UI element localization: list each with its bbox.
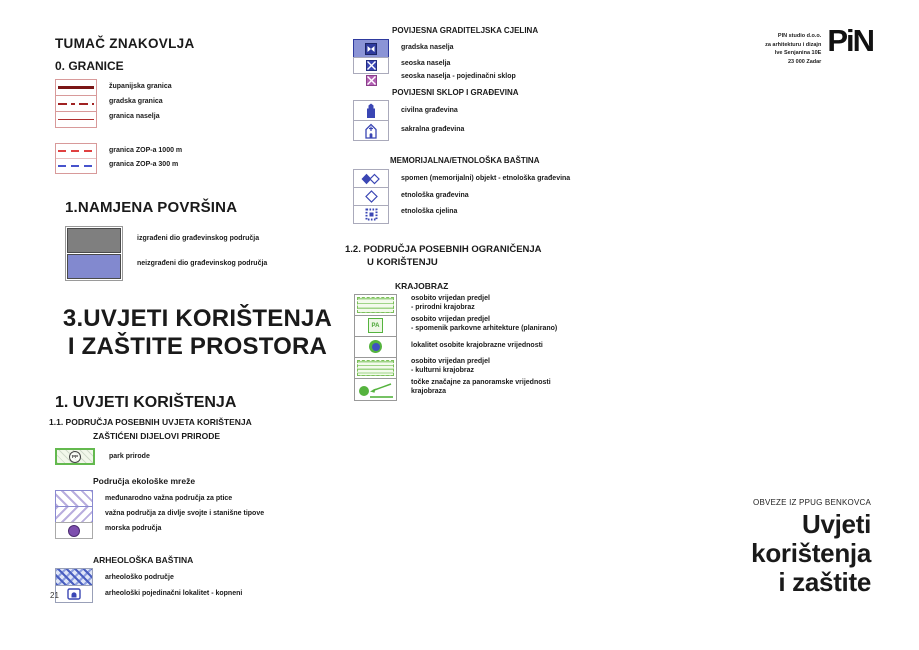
granice-legend — [55, 79, 355, 128]
label-line: krajobraza — [411, 388, 447, 396]
blue-dot — [372, 343, 380, 351]
ekoloska-mreza-legend — [55, 491, 355, 539]
namjena-labels — [137, 226, 267, 281]
thick-red-line-swatch — [58, 86, 94, 89]
section-title-line2: I ZAŠTITE PROSTORA — [67, 332, 328, 360]
granice-heading: 0. GRANICE — [55, 59, 124, 73]
namjena-symbol-box — [65, 226, 123, 281]
symbol-zop-300 — [56, 159, 96, 173]
sklop-legend — [353, 101, 665, 141]
arheo-symbol-box — [55, 569, 93, 603]
legend-label: županijska granica — [109, 83, 172, 90]
legend-label: etnološka građevina — [401, 191, 469, 199]
legend-label-2line — [411, 378, 557, 399]
page-number: 21 — [50, 591, 59, 600]
uvjeti-subheading: 1.1. PODRUČJA POSEBNIH UVJETA KORIŠTENJA — [49, 417, 252, 428]
label-line: - kulturni krajobraz — [411, 367, 475, 375]
pp-circle-icon: PP — [69, 451, 81, 463]
church-icon — [363, 122, 379, 139]
namjena-legend — [65, 226, 355, 281]
green-stripes-swatch — [357, 297, 394, 313]
symbol-spomen-objekt — [353, 169, 389, 188]
address-line: 23 000 Zadar — [787, 58, 822, 65]
pin-logo: PiN — [827, 23, 873, 58]
legend-label: gradska granica — [109, 98, 163, 105]
legend-label: arheološko područje — [105, 573, 174, 581]
footer-title — [751, 510, 871, 597]
legend-label: spomen (memorijalni) objekt - etnološka građevina — [401, 175, 571, 182]
namjena-heading: 1.NAMJENA POVRŠINA — [65, 199, 238, 216]
label-line: osobito vrijedan predjel — [411, 295, 490, 303]
mreza-symbol-box — [55, 491, 93, 539]
legend-label: morska područja — [105, 525, 162, 533]
ogranicenja-heading — [345, 243, 665, 270]
symbol-ptice-hatch — [55, 490, 93, 507]
legend-label: međunarodno važna područja za ptice — [105, 495, 233, 503]
label-line: lokalitet osobite krajobrazne vrijednosti — [411, 341, 543, 349]
footer-title-line2: korištenja — [751, 538, 871, 569]
symbol-lokalitet-vrijednosti — [355, 337, 396, 358]
legend-label: seoska naselja — [401, 59, 451, 67]
bowtie-icon — [365, 43, 377, 55]
povijesna-cjelina-heading: POVIJESNA GRADITELJSKA CJELINA — [392, 26, 539, 35]
symbol-pojedinacni-sklop — [353, 74, 389, 87]
panorama-arrow-icon — [356, 380, 395, 399]
granice-labels — [109, 79, 172, 128]
symbol-park-prirode — [55, 448, 95, 465]
legend-label: neizgrađeni dio građevinskog područja — [137, 260, 268, 267]
symbol-prirodni-krajobraz — [355, 295, 396, 316]
section-title-uvjeti-koristenja-zastite — [55, 305, 340, 360]
sheet-footer — [751, 498, 871, 597]
legend-label: granica ZOP-a 300 m — [109, 160, 179, 168]
symbol-gradska-granica — [56, 96, 96, 112]
legend-title: TUMAČ ZNAKOVLJA — [55, 36, 195, 51]
legend-label-2line — [411, 357, 557, 378]
memorijalna-legend — [353, 170, 665, 224]
arheoloska-legend — [55, 569, 355, 603]
purple-dot-icon — [68, 525, 80, 537]
footer-title-line1: Uvjeti — [801, 509, 871, 539]
green-blue-dot-icon — [369, 340, 382, 353]
zop-legend — [55, 128, 355, 174]
povijesna-legend — [353, 39, 665, 87]
symbol-seoska-naselja — [353, 57, 389, 74]
legend-label: važna područja za divlje svojte i stanišne tipove — [105, 510, 265, 518]
ogranicenja-line1: 1.2. PODRUČJA POSEBNIH OGRANIČENJA — [345, 244, 542, 255]
legend-label: civilna građevina — [401, 107, 458, 114]
granice-symbol-box — [55, 79, 97, 128]
studio-address — [765, 32, 821, 66]
symbol-etnoloska-gradjevina — [353, 187, 389, 206]
legend-label: seoska naselja - pojedinačni sklop — [401, 73, 516, 80]
memorijalna-symbol-col — [353, 170, 389, 224]
memorijalna-labels — [401, 170, 570, 224]
symbol-arheoloski-lokalitet — [55, 585, 93, 603]
legend-label: gradska naselja — [401, 44, 454, 51]
symbol-spomenik-parkovne — [355, 316, 396, 337]
x-square-icon — [366, 60, 377, 71]
ogranicenja-line2: U KORIŠTENJU — [367, 257, 438, 269]
footer-title-line3: i zaštite — [778, 567, 871, 598]
legend-label-2line — [411, 294, 557, 315]
legend-label: granica ZOP-a 1000 m — [109, 146, 183, 154]
krajobraz-symbol-col — [354, 294, 397, 401]
priroda-heading: ZAŠTIĆENI DIJELOVI PRIRODE — [93, 431, 221, 442]
symbol-panoramske-tocke — [355, 379, 396, 400]
periwinkle-area-swatch — [67, 254, 121, 279]
arheoloska-bastina-heading: ARHEOLOŠKA BAŠTINA — [93, 555, 194, 566]
symbol-gradska-naselja — [353, 39, 389, 58]
legend-label: etnološka cjelina — [401, 207, 458, 215]
arheo-labels — [105, 569, 242, 603]
x-square-purple-icon — [366, 75, 377, 86]
label-line: točke značajne za panoramske vrijednosti — [411, 379, 551, 387]
uvjeti-heading: 1. UVJETI KORIŠTENJA — [55, 394, 237, 412]
sklop-symbol-col — [353, 101, 389, 141]
symbol-morska-podrucja — [55, 522, 93, 539]
diamond-outline-icon — [365, 190, 378, 203]
footer-kicker: OBVEZE IZ PPUG BENKOVCA — [753, 498, 871, 507]
label-line: osobito vrijedan predjel — [411, 358, 490, 366]
symbol-zop-1000 — [56, 144, 96, 159]
legend-label: park prirode — [109, 453, 150, 461]
thin-red-line-swatch — [58, 119, 94, 121]
sklop-labels — [401, 101, 464, 141]
address-line: Ive Senjanina 10E — [774, 50, 822, 57]
pa-square-icon: PA — [368, 318, 383, 333]
symbol-civilna-gradjevina — [353, 100, 389, 121]
zop-symbol-box — [55, 143, 97, 174]
studio-logo-block — [765, 25, 873, 66]
legend-label: izgrađeni dio građevinskog područja — [137, 235, 260, 242]
legend-middle-column — [345, 26, 665, 401]
symbol-arheolosko-podrucje — [55, 568, 93, 586]
label-line: osobito vrijedan predjel — [411, 316, 490, 324]
park-prirode-legend — [55, 448, 355, 465]
zop-labels — [109, 143, 182, 174]
address-line: PIN studio d.o.o. — [777, 33, 822, 39]
dash-dot-red-line-swatch — [58, 103, 94, 105]
gray-area-swatch — [67, 228, 121, 253]
legend-label: arheološki pojedinačni lokalitet - kopneni — [105, 589, 243, 597]
section-title-line1: 3.UVJETI KORIŠTENJA — [62, 305, 333, 332]
symbol-kulturni-krajobraz — [355, 358, 396, 379]
green-stripes-dense-swatch — [357, 360, 394, 376]
legend-label-2line — [411, 315, 557, 336]
symbol-etnoloska-cjelina — [353, 205, 389, 224]
povijesni-sklop-heading: POVIJESNI SKLOP I GRAĐEVINA — [392, 88, 519, 97]
legend-label: sakralna građevina — [401, 125, 465, 133]
ekoloska-mreza-heading: Područja ekološke mreže — [93, 476, 196, 487]
legend-label-2line — [411, 336, 557, 357]
red-dashed-line-swatch — [58, 150, 94, 153]
krajobraz-labels — [411, 294, 557, 401]
krajobraz-heading: KRAJOBRAZ — [395, 280, 449, 291]
symbol-sakralna-gradjevina — [353, 120, 389, 141]
blue-dashed-line-swatch — [58, 165, 94, 168]
dotted-square-icon — [365, 208, 378, 221]
memorijalna-heading: MEMORIJALNA/ETNOLOŠKA BAŠTINA — [390, 156, 540, 165]
symbol-granica-naselja — [56, 112, 96, 127]
legend-label: granica naselja — [109, 113, 160, 120]
krajobraz-legend — [354, 294, 665, 401]
mreza-labels — [105, 491, 264, 539]
double-diamond-icon — [361, 173, 381, 185]
symbol-zupanijska-granica — [56, 80, 96, 96]
address-line: za arhitekturu i dizajn — [765, 41, 822, 48]
label-line: - prirodni krajobraz — [411, 304, 475, 312]
povijesna-labels — [401, 39, 516, 87]
arch-icon — [67, 588, 81, 600]
povijesna-symbol-col — [353, 39, 389, 87]
tower-icon — [364, 102, 378, 119]
symbol-svojte-hatch — [55, 506, 93, 523]
label-line: - spomenik parkovne arhitekture (planirano) — [411, 325, 558, 333]
